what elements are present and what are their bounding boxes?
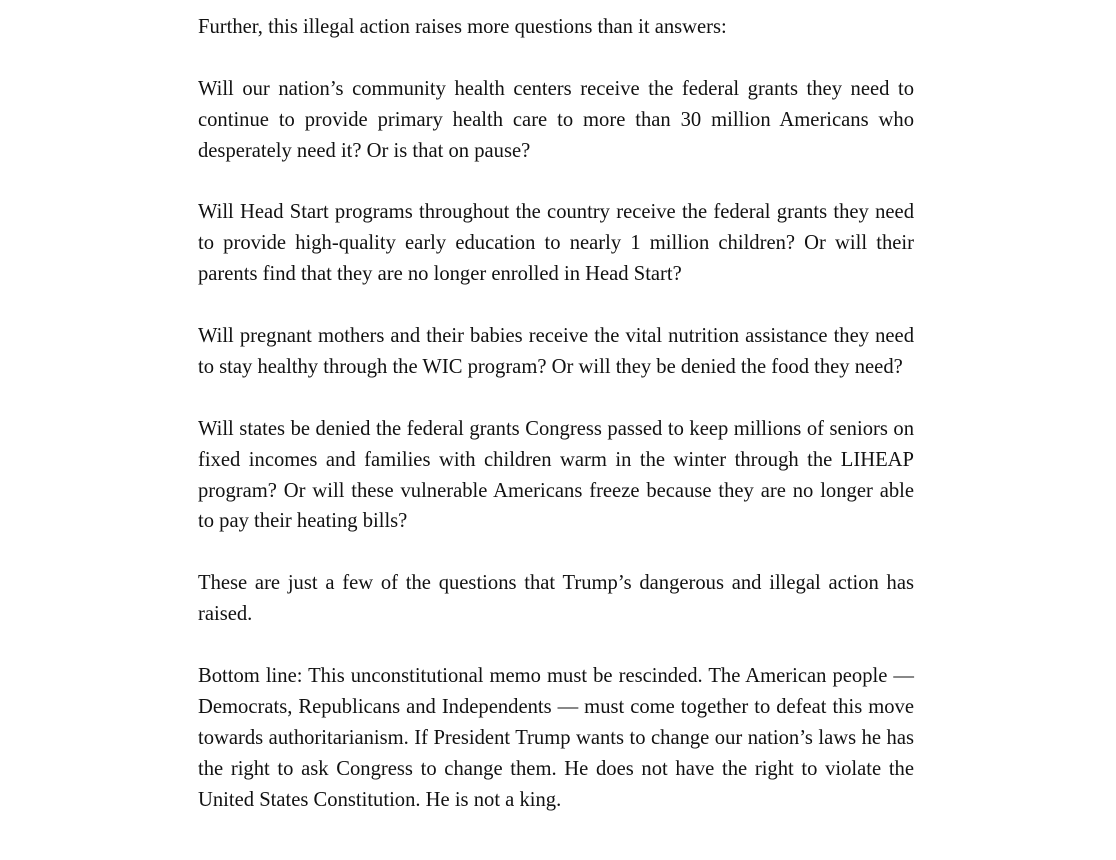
paragraph-health-centers: Will our nation’s community health centers receive the federal grants they need to continue to provide primary health care to more than 30 million Americans who desperately need it? Or is that on pause?: [198, 77, 914, 162]
paragraph-questions: These are just a few of the questions that Trump’s dangerous and illegal action has raised.: [198, 572, 914, 626]
paragraph-wic: Will pregnant mothers and their babies receive the vital nutrition assistance they need to stay healthy through the WIC program? Or will they be denied the food they need?: [198, 325, 914, 378]
paragraph-head-start: Will Head Start programs throughout the country receive the federal grants they need to provide high-quality early education to nearly 1 million children? Or will their parents find that they are no longer enrolled in Head Start?: [198, 201, 914, 286]
paragraph-bottom-line: Bottom line: This unconstitutional memo must be rescinded. The American people — Democrats, Republicans and Independents — must come together to defeat this move towards authoritarianism. If President Trump wants to change our nation’s laws he has the right to ask Congress to change them. He does not have the right to violate the United States Constitution. He is not a king.: [198, 664, 914, 811]
paragraph-intro: Further, this illegal action raises more questions than it answers:: [198, 16, 727, 38]
paragraph-liheap: Will states be denied the federal grants Congress passed to keep millions of seniors on fixed incomes and families with children warm in the winter through the LIHEAP program? Or will these vulnerable Americans freeze because they are no longer able to pay their heating bills?: [198, 417, 914, 533]
document-body: [198, 12, 914, 815]
